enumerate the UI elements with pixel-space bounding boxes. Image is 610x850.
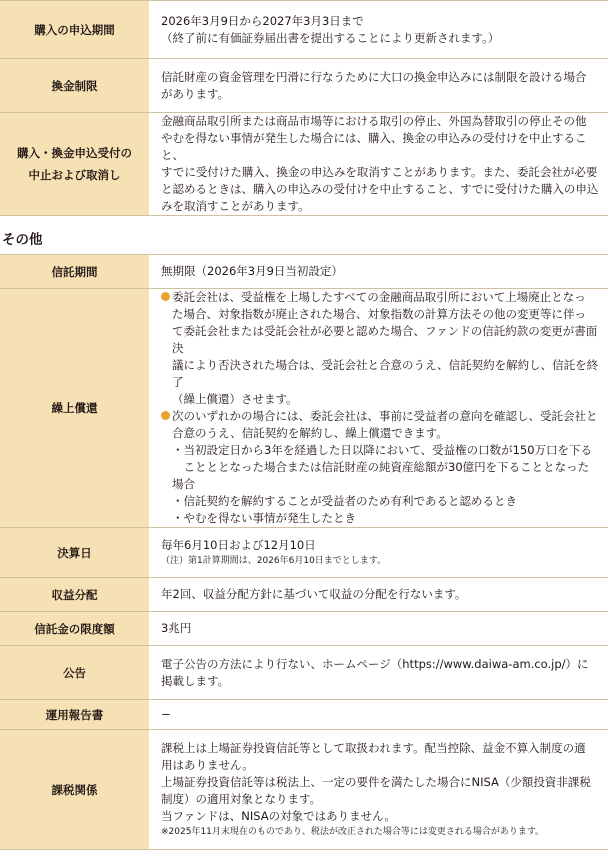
row-tax bbox=[0, 730, 608, 850]
label-suspension: 購入・換金申込受付の 中止および取消し bbox=[0, 113, 149, 216]
label-redemption-limit: 換金制限 bbox=[0, 59, 149, 113]
bullet-item: 次のいずれかの場合には、委託会社は、事前に受益者の意向を確認し、受託会社と 合意のうえ、信託契約を解約し、繰上償還できます。 ・当初設定日から3年を経過した日以降において、受益権の口数が150万口を下る ことととなった場合または信託財産の純資産総額が30億円を下ることとなった場合 ・信託契約を解約することが受益者のため有利であると認めるとき ・やむを得ない事情が発生したとき bbox=[161, 408, 600, 527]
value-redemption-limit: 信託財産の資金管理を円滑に行なうために大口の換金申込みには制限を設ける場合 があります。 bbox=[151, 59, 608, 113]
value-trust-period: 無期限（2026年3月9日当初設定） bbox=[151, 255, 608, 289]
row-redemption-limit bbox=[0, 59, 608, 113]
row-early-redemption bbox=[0, 289, 608, 528]
value-suspension: 金融商品取引所または商品市場等における取引の停止、外国為替取引の停止その他 やむを得ない事情が発生した場合には、購入、換金の申込みの受付けを中止すること、 すでに受付けた購入、換金の申込みを取消すことがあります。また、委託会社が必要 と認めるときは、購入の申込みの受付けを中止すること、すでに受付けた購入の申込 みを取消すことがあります。 bbox=[151, 113, 608, 216]
bullet-item: 委託会社は、受益権を上場したすべての金融商品取引所において上場廃止となっ た場合、対象指数が廃止された場合、対象指数の計算方法その他の変更等に伴っ て委託会社または受託会社が必要と認めた場合、ファンドの信託約款の変更が書面決 議により否決された場合は、受託会社と合意のうえ、信託契約を解約し、信託を終了 （繰上償還）させます。 bbox=[161, 289, 600, 408]
section-heading: その他 bbox=[2, 232, 43, 248]
value-notice: 電子公告の方法により行ない、ホームページ（https://www.daiwa-am.co.jp/）に 掲載します。 bbox=[151, 646, 608, 700]
label-early-redemption: 繰上償還 bbox=[0, 289, 149, 528]
value-early-redemption bbox=[151, 289, 608, 528]
purchase-terms-table bbox=[0, 0, 608, 216]
row-distribution bbox=[0, 578, 608, 612]
row-notice bbox=[0, 646, 608, 700]
other-terms-table bbox=[0, 254, 608, 850]
row-suspension bbox=[0, 113, 608, 216]
row-trust-period bbox=[0, 255, 608, 289]
value-report: − bbox=[151, 700, 608, 730]
label-notice: 公告 bbox=[0, 646, 149, 700]
value-distribution: 年2回、収益分配方針に基づいて収益の分配を行ないます。 bbox=[151, 578, 608, 612]
value-purchase-period: 2026年3月9日から2027年3月3日まで （終了前に有価証券届出書を提出することにより更新されます。） bbox=[151, 1, 608, 59]
label-tax: 課税関係 bbox=[0, 730, 149, 850]
label-report: 運用報告書 bbox=[0, 700, 149, 730]
label-settlement: 決算日 bbox=[0, 528, 149, 578]
bullet-dot-icon bbox=[161, 411, 170, 420]
row-report bbox=[0, 700, 608, 730]
row-purchase-period bbox=[0, 1, 608, 59]
label-trust-period: 信託期間 bbox=[0, 255, 149, 289]
row-settlement bbox=[0, 528, 608, 578]
value-tax: 課税上は上場証券投資信託等として取扱われます。配当控除、益金不算入制度の適 用はありません。 上場証券投資信託等は税法上、一定の要件を満たした場合にNISA（少額投資非課税 制度）の適用対象となります。 当ファンドは、NISAの対象ではありません。 ※2025年11月末現在のものであり、税法が改正された場合等には変更される場合があります。 bbox=[151, 730, 608, 850]
row-limit bbox=[0, 612, 608, 646]
label-purchase-period: 購入の申込期間 bbox=[0, 1, 149, 59]
bullet-dot-icon bbox=[161, 292, 170, 301]
value-settlement: 毎年6月10日および12月10日 （注）第1計算期間は、2026年6月10日までとします。 bbox=[151, 528, 608, 578]
value-limit: 3兆円 bbox=[151, 612, 608, 646]
label-limit: 信託金の限度額 bbox=[0, 612, 149, 646]
label-distribution: 収益分配 bbox=[0, 578, 149, 612]
